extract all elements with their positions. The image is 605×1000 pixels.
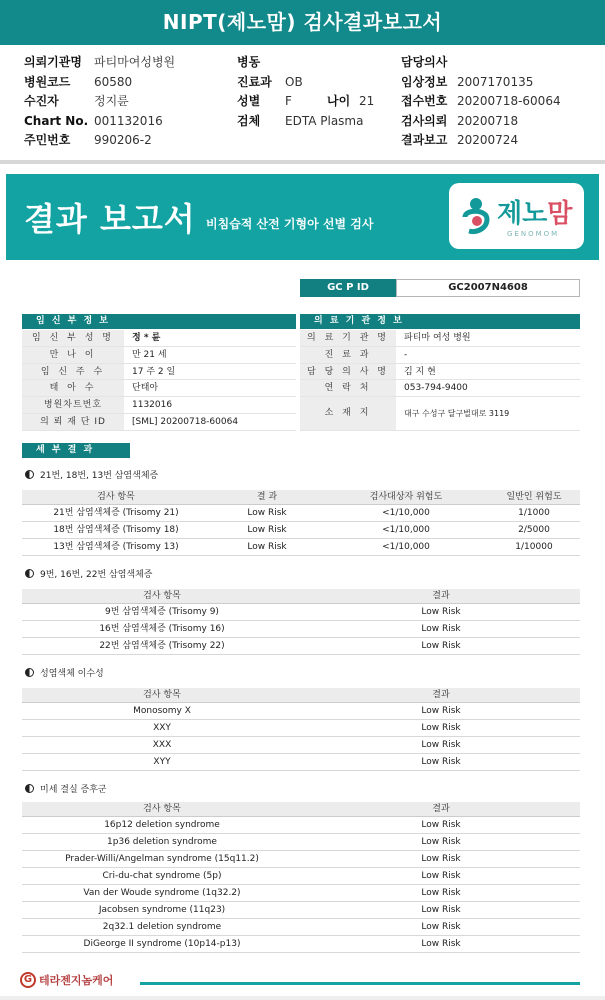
info-value: 만 21 세 bbox=[132, 349, 167, 360]
table-cell: Low Risk bbox=[421, 837, 461, 847]
info-row bbox=[22, 364, 296, 381]
table-cell: 16p12 deletion syndrome bbox=[104, 820, 220, 830]
header-label: 수진자 bbox=[24, 94, 59, 108]
header-value: 20200718 bbox=[457, 113, 519, 128]
header-value: 20200718-60064 bbox=[457, 94, 561, 108]
banner-title: 결과 보고서 bbox=[24, 200, 196, 238]
table-cell: DiGeorge II syndrome (10p14-p13) bbox=[83, 939, 241, 949]
table-row bbox=[22, 902, 580, 919]
info-key: 의 료 기 관 명 bbox=[300, 330, 396, 346]
table-cell: 9번 삼염색체증 (Trisomy 9) bbox=[105, 607, 219, 617]
col-header: 결과 bbox=[432, 690, 450, 700]
header-value: OB bbox=[285, 74, 303, 89]
table-row bbox=[22, 621, 580, 638]
logo-text-b: 맘 bbox=[547, 199, 573, 229]
info-row bbox=[22, 397, 296, 414]
table-cell: 13번 삼염색체증 (Trisomy 13) bbox=[53, 542, 179, 552]
group4-title bbox=[25, 782, 107, 795]
header-label: 의뢰기관명 bbox=[24, 55, 82, 69]
info-value: 17 주 2 일 bbox=[132, 366, 176, 377]
table-row bbox=[22, 885, 580, 902]
table-cell: Low Risk bbox=[421, 922, 461, 932]
table-row bbox=[22, 834, 580, 851]
info-row bbox=[300, 397, 580, 431]
table-cell: Low Risk bbox=[421, 624, 461, 634]
genomom-logo-icon bbox=[461, 197, 491, 235]
header-value: 990206-2 bbox=[94, 133, 152, 147]
group4-title-text: 미세 결실 증후군 bbox=[40, 785, 107, 795]
group1-title bbox=[25, 468, 158, 481]
group3-table bbox=[22, 688, 580, 771]
col-header: 검사 항목 bbox=[143, 690, 181, 700]
col-header: 검사 항목 bbox=[97, 492, 135, 502]
footer-divider bbox=[140, 982, 580, 985]
info-value: 파티마 여성 병원 bbox=[404, 333, 471, 343]
header-value: 20200724 bbox=[457, 133, 519, 147]
table-header bbox=[22, 589, 580, 604]
info-key: 소 재 지 bbox=[300, 397, 396, 430]
col-header: 일반인 위험도 bbox=[506, 492, 562, 502]
table-cell: Low Risk bbox=[421, 723, 461, 733]
half-circle-icon bbox=[25, 569, 34, 578]
table-cell: Cri-du-chat syndrome (5p) bbox=[102, 871, 222, 881]
table-row bbox=[22, 851, 580, 868]
company-name: 테라젠지놈케어 bbox=[39, 974, 114, 987]
header-row bbox=[237, 52, 397, 72]
header-row bbox=[24, 91, 234, 111]
table-cell: 16번 삼염색체증 (Trisomy 16) bbox=[99, 624, 225, 634]
age-value: 21 bbox=[359, 94, 375, 108]
table-cell: Low Risk bbox=[421, 939, 461, 949]
table-cell: Low Risk bbox=[247, 525, 287, 535]
header-column-3 bbox=[401, 52, 601, 150]
banner-subtitle: 비침습적 산전 기형아 선별 검사 bbox=[206, 217, 374, 231]
col-header: 결과 bbox=[432, 591, 450, 601]
group1-table bbox=[22, 490, 580, 556]
header-label: 담당의사 bbox=[401, 55, 448, 69]
company-logo bbox=[20, 972, 113, 988]
table-cell: Van der Woude syndrome (1q32.2) bbox=[83, 888, 241, 898]
header-row bbox=[24, 72, 234, 92]
table-header bbox=[22, 802, 580, 817]
table-cell: Prader-Willi/Angelman syndrome (15q11.2) bbox=[65, 854, 259, 864]
table-cell: 22번 삼염색체증 (Trisomy 22) bbox=[99, 641, 225, 651]
info-key: 진 료 과 bbox=[300, 347, 396, 363]
report-title: NIPT(제노맘) 검사결과보고서 bbox=[0, 0, 605, 45]
table-cell: 1p36 deletion syndrome bbox=[107, 837, 217, 847]
col-header: 검사 항목 bbox=[143, 591, 181, 601]
genomom-logo bbox=[449, 183, 584, 249]
header-row bbox=[24, 130, 234, 150]
header-label: 성별 bbox=[237, 94, 261, 108]
table-row bbox=[22, 737, 580, 754]
table-cell: 18번 삼염색체증 (Trisomy 18) bbox=[53, 525, 179, 535]
hospital-info-table bbox=[300, 330, 580, 431]
age-label: 나이 bbox=[327, 94, 351, 108]
details-heading: 세 부 결 과 bbox=[22, 443, 130, 458]
col-header: 결 과 bbox=[256, 492, 278, 502]
divider bbox=[0, 160, 605, 164]
info-row bbox=[300, 380, 580, 397]
table-cell: 1/1000 bbox=[518, 508, 550, 518]
table-cell: 2q32.1 deletion syndrome bbox=[102, 922, 222, 932]
table-cell: 21번 삼염색체증 (Trisomy 21) bbox=[53, 508, 179, 518]
group4-table bbox=[22, 802, 580, 953]
table-cell: XXX bbox=[152, 740, 172, 750]
col-header: 결과 bbox=[432, 804, 450, 814]
group3-title bbox=[25, 666, 104, 679]
header-row bbox=[24, 111, 234, 131]
header-row bbox=[401, 91, 601, 111]
table-header bbox=[22, 490, 580, 505]
header-label: 병원코드 bbox=[24, 74, 71, 89]
table-row bbox=[22, 604, 580, 621]
table-row bbox=[22, 522, 580, 539]
info-value: 053-794-9400 bbox=[404, 383, 468, 394]
table-cell: Low Risk bbox=[421, 871, 461, 881]
header-row bbox=[401, 72, 601, 92]
header-value: 60580 bbox=[94, 74, 133, 89]
header-label: 진료과 bbox=[237, 74, 272, 89]
info-key: 임 신 부 성 명 bbox=[22, 330, 124, 346]
header-label: 임상정보 bbox=[401, 74, 448, 89]
table-row bbox=[22, 868, 580, 885]
table-cell: <1/10,000 bbox=[382, 508, 430, 518]
table-cell: <1/10,000 bbox=[382, 542, 430, 552]
group2-title bbox=[25, 567, 153, 580]
info-key: 만 나 이 bbox=[22, 347, 124, 363]
info-key: 담 당 의 사 명 bbox=[300, 364, 396, 380]
info-row bbox=[300, 364, 580, 381]
header-label: 검사의뢰 bbox=[401, 113, 448, 128]
header-label: Chart No. bbox=[24, 113, 89, 128]
table-cell: XYY bbox=[153, 757, 171, 767]
half-circle-icon bbox=[25, 470, 34, 479]
info-key: 병원차트번호 bbox=[22, 397, 124, 413]
header-value: 001132016 bbox=[94, 113, 163, 128]
table-cell: Low Risk bbox=[421, 888, 461, 898]
header-label: 결과보고 bbox=[401, 133, 448, 147]
col-header: 검사 항목 bbox=[143, 804, 181, 814]
info-value: - bbox=[404, 349, 408, 360]
info-value: [SML] 20200718-60064 bbox=[132, 416, 239, 427]
header-label: 검체 bbox=[237, 113, 261, 128]
table-row bbox=[22, 505, 580, 522]
header-column-1 bbox=[24, 52, 234, 150]
half-circle-icon bbox=[25, 668, 34, 677]
logo-text-a: 제노 bbox=[497, 199, 548, 229]
table-cell: Low Risk bbox=[247, 508, 287, 518]
table-cell: Low Risk bbox=[421, 905, 461, 915]
table-cell: Low Risk bbox=[421, 854, 461, 864]
info-row bbox=[300, 347, 580, 364]
table-cell: Low Risk bbox=[421, 706, 461, 716]
header-row bbox=[237, 91, 397, 111]
table-header bbox=[22, 688, 580, 703]
header-column-2 bbox=[237, 52, 397, 130]
header-row bbox=[237, 72, 397, 92]
header-row bbox=[401, 52, 601, 72]
info-row bbox=[22, 414, 296, 431]
patient-info-heading: 임 신 부 정 보 bbox=[22, 314, 296, 329]
table-row bbox=[22, 919, 580, 936]
info-row bbox=[22, 330, 296, 347]
report-banner bbox=[6, 174, 599, 260]
half-circle-icon bbox=[25, 784, 34, 793]
table-cell: Low Risk bbox=[421, 607, 461, 617]
table-cell: Low Risk bbox=[421, 740, 461, 750]
table-cell: Low Risk bbox=[421, 757, 461, 767]
info-value: 정 * 륜 bbox=[132, 333, 161, 343]
header-row bbox=[237, 111, 397, 131]
info-key: 임 신 주 수 bbox=[22, 364, 124, 380]
group2-table bbox=[22, 589, 580, 655]
header-row bbox=[401, 130, 601, 150]
header-label: 병동 bbox=[237, 55, 261, 69]
info-value: 대구 수성구 달구벌대로 3119 bbox=[404, 409, 510, 419]
logo-text bbox=[497, 193, 572, 230]
table-cell: Monosomy X bbox=[133, 706, 191, 716]
info-row bbox=[22, 347, 296, 364]
table-row bbox=[22, 638, 580, 655]
gcp-id-value: GC2007N4608 bbox=[396, 279, 580, 297]
info-key: 태 아 수 bbox=[22, 380, 124, 396]
company-logo-icon: G bbox=[20, 972, 36, 988]
table-row bbox=[22, 817, 580, 834]
patient-info-table bbox=[22, 330, 296, 431]
header-value: F bbox=[285, 94, 292, 108]
table-cell: <1/10,000 bbox=[382, 525, 430, 535]
header-value: 2007170135 bbox=[457, 74, 534, 89]
col-header: 검사대상자 위험도 bbox=[369, 492, 443, 502]
header-value: EDTA Plasma bbox=[285, 113, 364, 128]
header-row bbox=[24, 52, 234, 72]
table-cell: Jacobsen syndrome (11q23) bbox=[98, 905, 226, 915]
hospital-info-heading: 의 료 기 관 정 보 bbox=[300, 314, 580, 329]
table-cell: 1/10000 bbox=[515, 542, 553, 552]
info-key: 의 뢰 재 단 ID bbox=[22, 414, 124, 430]
group1-title-text: 21번, 18번, 13번 삼염색체증 bbox=[40, 471, 159, 481]
table-row bbox=[22, 936, 580, 953]
table-row bbox=[22, 539, 580, 556]
info-row bbox=[22, 380, 296, 397]
info-key: 연 락 처 bbox=[300, 380, 396, 396]
logo-subtext: GENOMOM bbox=[507, 230, 560, 238]
table-row bbox=[22, 754, 580, 771]
table-cell: Low Risk bbox=[421, 641, 461, 651]
page-edge bbox=[0, 996, 605, 1000]
header-value: 정지륜 bbox=[94, 94, 129, 108]
info-value: 김 지 현 bbox=[404, 366, 436, 377]
group3-title-text: 성염색체 이수성 bbox=[40, 669, 104, 679]
header-row bbox=[401, 111, 601, 131]
table-cell: 2/5000 bbox=[518, 525, 550, 535]
info-value: 단태아 bbox=[132, 383, 159, 394]
header-label: 접수번호 bbox=[401, 94, 448, 108]
group2-title-text: 9번, 16번, 22번 삼염색체증 bbox=[40, 570, 153, 580]
table-cell: Low Risk bbox=[421, 820, 461, 830]
header-label: 주민번호 bbox=[24, 133, 71, 147]
table-row bbox=[22, 720, 580, 737]
table-cell: XXY bbox=[153, 723, 171, 733]
info-row bbox=[300, 330, 580, 347]
info-value: 1132016 bbox=[132, 400, 173, 411]
header-value: 파티마여성병원 bbox=[94, 55, 176, 69]
table-row bbox=[22, 703, 580, 720]
table-cell: Low Risk bbox=[247, 542, 287, 552]
gcp-id-label: GC P ID bbox=[300, 279, 396, 297]
